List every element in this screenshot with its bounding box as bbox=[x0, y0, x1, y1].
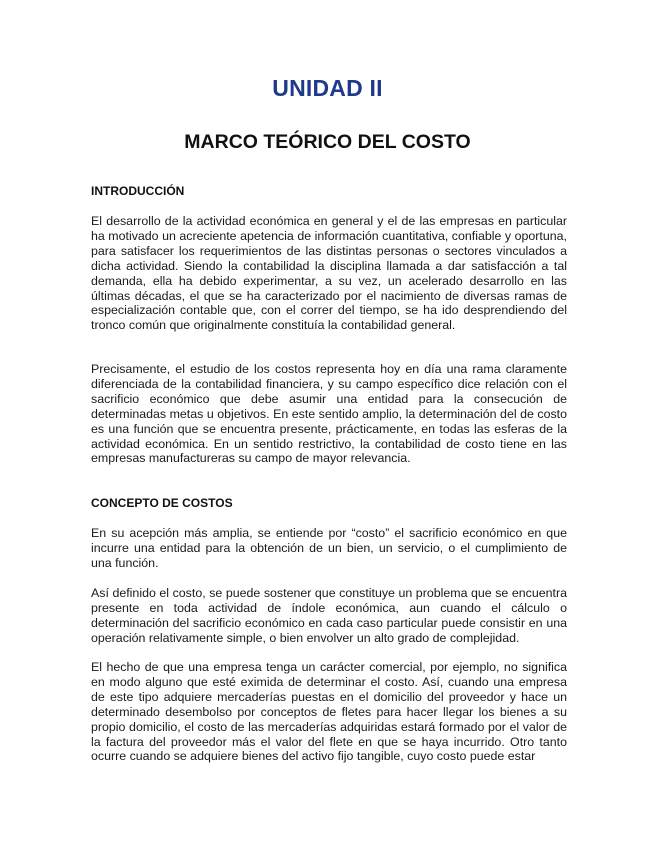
paragraph-intro-1: El desarrollo de la actividad económica en general y el de las empresas en particular ha motivado un acreciente apetencia de información cuantitativa, confiable y oportuna, para satisfacer los requerimientos de las distintas personas o sectores vinculados a dicha actividad. Siendo la contabilidad la disciplina llamada a dar satisfacción a tal demanda, ella ha debido experimentar, a su vez, un acelerado desarrollo en las últimas décadas, el que se ha caracterizado por el nacimiento de diversas ramas de especialización contable que, con el correr del tiempo, se ha ido desprendiendo del tronco común que originalmente constituía la contabilidad general. bbox=[91, 214, 567, 333]
section-heading-concepto-de-costos: CONCEPTO DE COSTOS bbox=[91, 496, 233, 510]
paragraph-concept-1: En su acepción más amplia, se entiende por “costo” el sacrificio económico en que incurre una entidad para la obtención de un bien, un servicio, o el cumplimiento de una función. bbox=[91, 526, 567, 570]
paragraph-concept-2: Así definido el costo, se puede sostener que constituye un problema que se encuentra presente en toda actividad de índole económica, aun cuando el cálculo o determinación del sacrificio económico en cada caso particular puede consistir en una operación relativamente simple, o bien envolver un alto grado de complejidad. bbox=[91, 586, 567, 645]
unit-title: UNIDAD II bbox=[272, 75, 383, 101]
paragraph-intro-2: Precisamente, el estudio de los costos representa hoy en día una rama claramente diferenciada de la contabilidad financiera, y su campo específico dice relación con el sacrificio económico que debe asumir una entidad para la consecución de determinadas metas u objetivos. En este sentido amplio, la determinación del de costo es una función que se encuentra presente, prácticamente, en todas las esferas de la actividad económica. En un sentido restrictivo, la contabilidad de costo tiene en las empresas manufactureras su campo de mayor relevancia. bbox=[91, 362, 567, 466]
main-title: MARCO TEÓRICO DEL COSTO bbox=[184, 131, 471, 153]
paragraph-concept-3: El hecho de que una empresa tenga un carácter comercial, por ejemplo, no significa en modo alguno que esté eximida de determinar el costo. Así, cuando una empresa de este tipo adquiere mercaderías puestas en el domicilio del proveedor y hace un determinado desembolso por conceptos de fletes para hacer llegar los bienes a su propio domicilio, el costo de las mercaderías adquiridas estará formado por el valor de la factura del proveedor más el valor del flete en que se haya incurrido. Otro tanto ocurre cuando se adquiere bienes del activo fijo tangible, cuyo costo puede estar bbox=[91, 660, 567, 764]
section-heading-introduccion: INTRODUCCIÓN bbox=[91, 184, 185, 198]
